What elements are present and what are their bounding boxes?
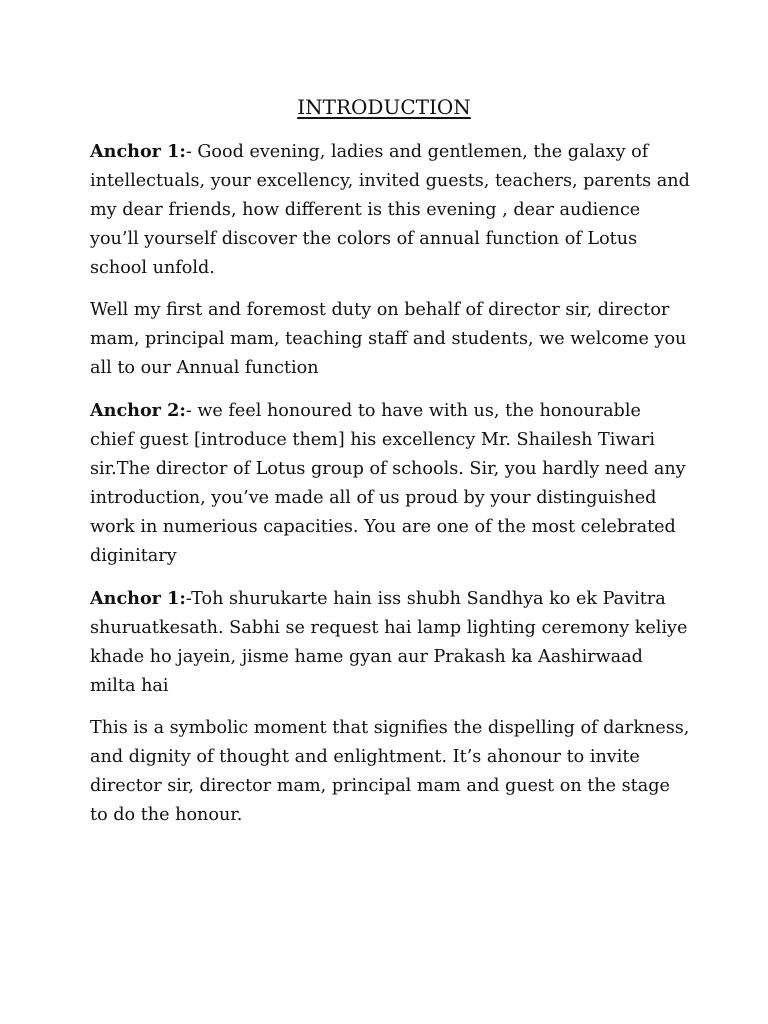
paragraph-anchor-2-chief-guest xyxy=(90,396,690,571)
paragraph-text: - we feel honoured to have with us, the honourable chief guest [introduce them] his excellency Mr. Shailesh Tiwari sir.The director of Lotus group of schools. Sir, you hardly need any introduction, you’ve made all of us proud by your distinguished work in numerious capacities. You are one of the most celebrated diginitary xyxy=(90,401,686,566)
paragraph-text: Well my first and foremost duty on behalf of director sir, director mam, principal mam, teaching staff and students, we welcome you all to our Annual function xyxy=(90,300,687,378)
paragraph-text: -Toh shurukarte hain iss shubh Sandhya ko ek Pavitra shuruatkesath. Sabhi se request hai lamp lighting ceremony keliye khade ho jayein, jisme hame gyan aur Prakash ka Aashirwaad milta hai xyxy=(90,589,688,696)
paragraph-symbolic-moment xyxy=(90,714,690,830)
document-title: INTRODUCTION xyxy=(297,95,471,119)
paragraph-text: - Good evening, ladies and gentlemen, the galaxy of intellectuals, your excellency, invited guests, teachers, parents and my dear friends, how different is this evening , dear audience you’ll yourself discover the colors of annual function of Lotus school unfold. xyxy=(90,142,690,278)
paragraph-anchor-1-lamp-lighting xyxy=(90,584,690,701)
speaker-label: Anchor 1: xyxy=(90,588,186,609)
document-body xyxy=(90,137,690,843)
paragraph-welcome-duty xyxy=(90,296,690,383)
paragraph-anchor-1-welcome xyxy=(90,137,690,283)
speaker-label: Anchor 1: xyxy=(90,141,186,162)
paragraph-text: This is a symbolic moment that signifies the dispelling of darkness, and dignity of thought and enlightment. It’s ahonour to invite director sir, director mam, principal mam and guest on the stage to do the honour. xyxy=(90,718,690,825)
speaker-label: Anchor 2: xyxy=(90,400,186,421)
